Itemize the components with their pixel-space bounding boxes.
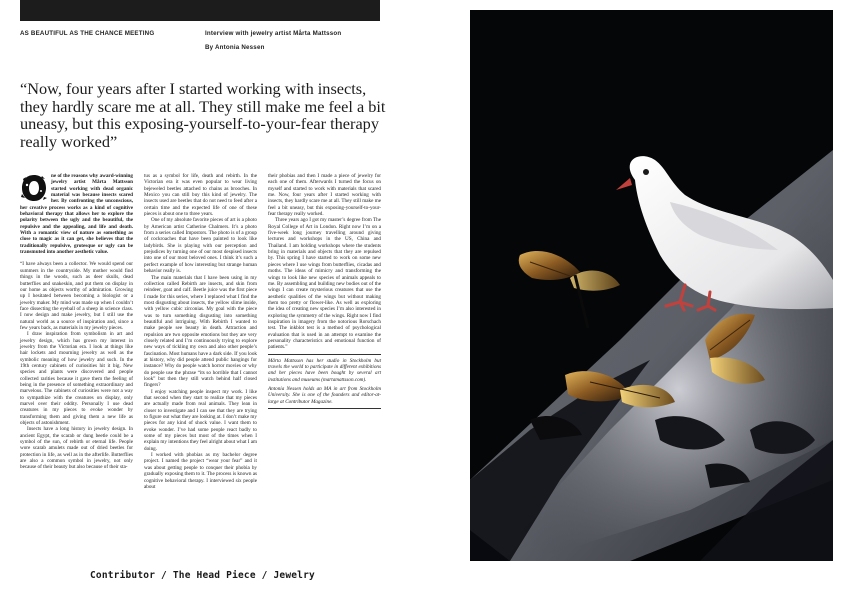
body-paragraph: their phobias and then I made a piece of jewelry for each one of them. Afterwards I turned the focus on myself and started to work with materials that scared me. Now, four years after I started working with insects, they hardly scare me at all. They still make me feel a bit uneasy, but this exposing-yourself-to-your-fear therapy really worked. [268, 173, 381, 218]
lead-text: ne of the reasons why award-winning jewelry artist Mårta Mattsson started working with dead organic material was because insects scared her. By confronting the unconscious, her creative process works as a kind of cognitive behavioral therapy that allows her to explore the polarity between the ugly and the beautiful, the repulsive and the appealing, and life and death. With a romantic view of nature as something as close to magic as it can get, she believes that the traditionally repulsive, grotesque or ugly can be transmuted into another aesthetic value. [20, 173, 133, 256]
interview-subtitle: Interview with jewelry artist Mårta Mattsson [205, 30, 342, 37]
section-header: AS BEAUTIFUL AS THE CHANCE MEETING [20, 30, 155, 37]
divider [268, 354, 381, 355]
byline: By Antonia Nessen [205, 44, 265, 51]
dove-photograph [470, 10, 833, 561]
page-footer: Contributor / The Head Piece / Jewelry [90, 570, 315, 581]
divider [268, 408, 381, 409]
body-paragraph: “I have always been a collector. We would spend our summers in the countryside. My mother would find things in the woods, such as deer skulls, dead butterflies and snakeskin, and put them on display in our home as objects worthy of admiration. Growing up I hesitated between becoming a biologist or a jewelry maker. My mind was made up when I couldn’t face dissecting the eyeball of a sheep in science class. I now design and make jewelry, but I still use the natural world as a source of inspiration and, since a few years back, as materials in my jewelry pieces. [20, 261, 133, 331]
body-paragraph: I draw inspiration from symbolism in art and jewelry design, which has grown my interest in jewelry from the Victorian era. I look at things like hair lockets and mourning jewelry as well as the symbolic meaning of how jewelry and such. In the 19th century cabinets of curiosities hit it big. New species and plants were discovered and people collected rarities because it gave them the feeling of being in the presence of something extraordinary and marvelous. The cabinets of curiosities were not a way to sympathize with the creatures on display, only marvel over their oddity. Personally I use dead creatures in my pieces to evoke wonder by transforming them and giving them a new life as objects of astonishment. [20, 331, 133, 427]
body-paragraph: Three years ago I got my master’s degree from The Royal College of Art in London. Right now I’m on a five-week long journey travelling around giving lectures and workshops in the US, China and Thailand. I am holding workshops where the students bring in materials and objects that they are repulsed by. This spring I have started to work on some new pieces where I use wings from butterflies, cicadas and moths. The ideas of mimicry and transforming the wings to look like new species of animals appeals to me. By assembling and building new bodies out of the wings I can create mysterious creatures that use the aesthetic qualities of the wings but without making them too pretty or flower-like. As well as exploring the idea of creating new species I’m also interested in exploring the symmetry of the wings. Right now I find inspiration in imagery from the notorious Rorschach test. The inkblot test is a method of psychological evaluation that is used in an attempt to examine the personality characteristics and emotional function of patients.” [268, 217, 381, 351]
article-column-3 [268, 173, 381, 412]
body-paragraph: The main materials that I have been using in my collection called Rebirth are insects, and skin from reindeer, goat and calf. Beetle juice was the first piece I made for this series, where I replaced what I find the most disgusting about insects, the yellow slime inside, with yellow cubic zirconias. My goal with the piece was to turn something disgusting into something beautiful and intriguing. With Rebirth I wanted to make people see beauty in death. Attraction and repulsion are two opposite emotions but they are very closely related and I’m continuously trying to explore new ways of tickling my own and also other people’s fascination. Most humans have a dark side. If you look at history, why did people attend public hangings for instance? Why do people watch horror movies or why do people use the phrase “its so horrible that I cannot look” but then they still watch behind half closed fingers? [144, 274, 257, 389]
top-black-bar [20, 0, 380, 21]
body-paragraph: One of my absolute favorite pieces of art is a photo by American artist Catherine Chalmers. It’s a photo from a series called Impostors. The photo is of a group of cockroaches that have been painted to look like ladybirds. She is playing with our perception and prejudices by turning one of our most despised insects into one of our most beloved ones. I think it’s such a perfect example of how interesting but strange human behavior really is. [144, 217, 257, 275]
article-column-1 [20, 173, 133, 471]
artist-bio: Mårta Mattsson has her studio in Stockholm but travels the world to participate in different exhibitions and her pieces have been bought by several art institutions and museums (martamattsson.com). [268, 357, 381, 383]
body-paragraph: I enjoy watching people inspect my work. I like that second when they start to realize that my pieces are actually made from real animals. They lean in closer to investigate and I can see that they are trying to figure out what they are looking at. I don’t make my pieces for any kind of shock value. I want them to evoke wonder. I’ve had some people react badly to some of my pieces but most of the times when I explain my intentions they feel alright about what I am doing. [144, 388, 257, 452]
article-column-2 [144, 173, 257, 490]
lead-paragraph [20, 173, 133, 255]
pull-quote: “Now, four years after I started working with insects, they hardly scare me at all. They still make me feel a bit uneasy, but this exposing-yourself-to-your-fear therapy really worked” [20, 79, 386, 151]
body-paragraph: tus as a symbol for life, death and rebirth. In the Victorian era it was even popular to wear living bejeweled beetles attached to chains as brooches. In Mexico you can still buy this kind of jewelry. The insects used are beetles that do not need to feed after a certain time and the expected life of one of these pieces is about one to three years. [144, 173, 257, 218]
author-bio: Antonia Nessen holds an MA in art from Stockholm University. She is one of the founders and editor-at-large at Contributor Magazine. [268, 386, 381, 405]
dropcap-o-icon [20, 173, 48, 203]
body-paragraph: Insects have a long history in jewelry design. In ancient Egypt, the scarab or dung beetle could be a symbol of the sun, of rebirth or eternal life. People wore scarab amulets made out of dried beetles for protection in life, as well as in the afterlife. Butterflies are also a common symbol in jewelry, not only because of their beauty but also because of their sta- [20, 426, 133, 471]
body-paragraph: I worked with phobias as my bachelor degree project. I named the project “wear your fear” and it was about getting people to conquer their phobia by gradually exposing them to it. The process is known as cognitive behavioral therapy. I interviewed six people about [144, 452, 257, 490]
